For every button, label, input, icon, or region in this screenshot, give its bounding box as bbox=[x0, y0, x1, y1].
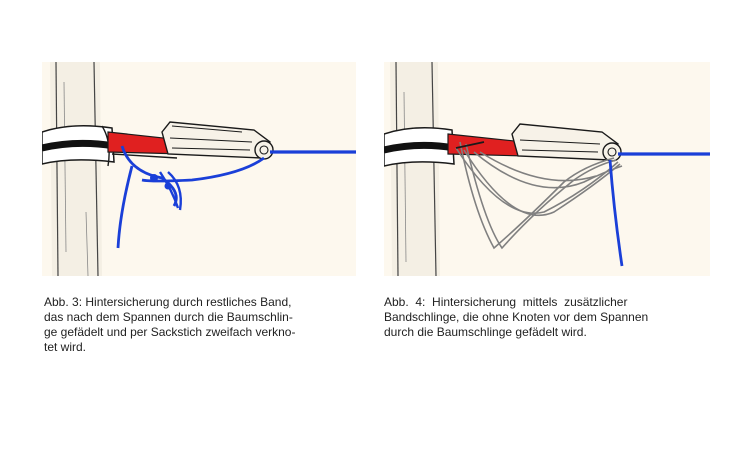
figure-4-caption bbox=[384, 295, 710, 340]
figure-4-illustration bbox=[384, 62, 710, 276]
figure-3-caption bbox=[44, 295, 356, 355]
caption-line: ge gefädelt und per Sackstich zweifach verkno- bbox=[44, 325, 296, 339]
slackline-anchor-drawing-knotted bbox=[42, 62, 356, 276]
sackstich-knot bbox=[150, 174, 158, 182]
caption-line: Bandschlinge, die ohne Knoten vor dem Spannen bbox=[384, 310, 649, 324]
figure-3-illustration bbox=[42, 62, 356, 276]
slackline-anchor-drawing-loop bbox=[384, 62, 710, 276]
caption-line: Abb. 4: Hintersicherung mittels zusätzlicher bbox=[384, 295, 628, 309]
caption-line: das nach dem Spannen durch die Baumschlin- bbox=[44, 310, 293, 324]
caption-line: Abb. 3: Hintersicherung durch restliches Band, bbox=[44, 295, 292, 309]
rope-tail bbox=[610, 160, 622, 266]
caption-line: durch die Baumschlinge gefädelt wird. bbox=[384, 325, 587, 339]
caption-line: tet wird. bbox=[44, 340, 87, 354]
